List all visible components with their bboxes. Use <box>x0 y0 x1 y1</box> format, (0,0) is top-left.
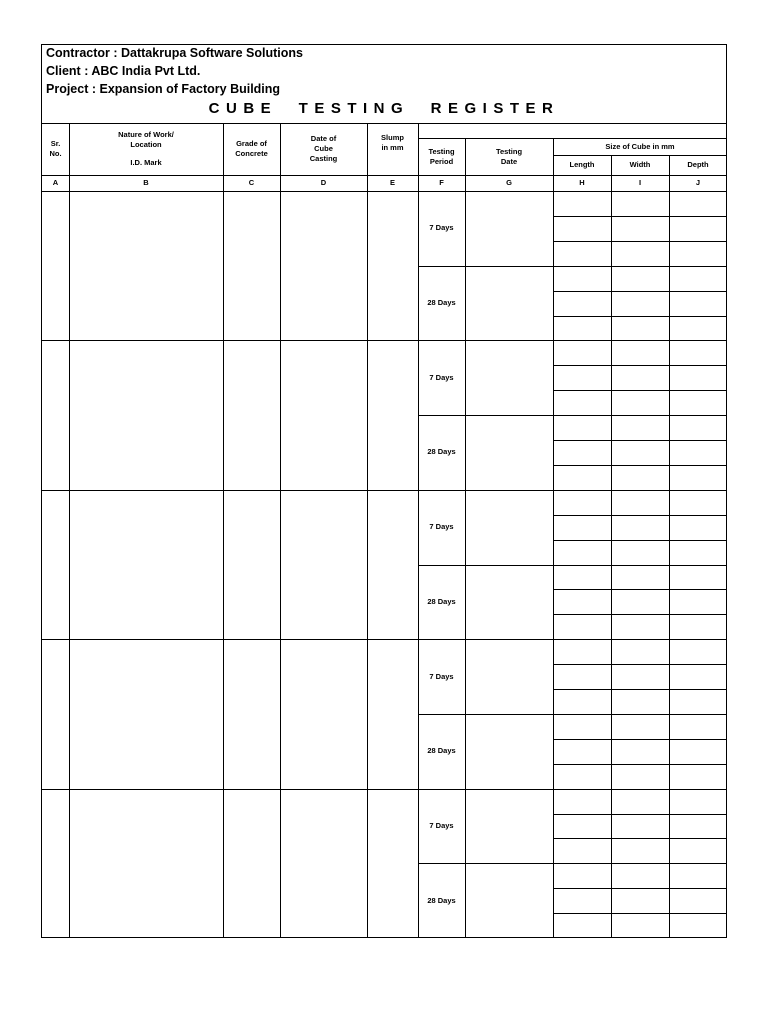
header-nature-of-work: Nature of Work/ Location I.D. Mark <box>118 130 174 167</box>
testing-period-label: 7 Days <box>429 223 454 233</box>
size-grid-line <box>553 540 727 541</box>
column-letter-j: J <box>695 178 701 187</box>
size-grid-line <box>553 814 727 815</box>
testing-period-label: 7 Days <box>429 671 454 681</box>
header-date-of-casting: Date of Cube Casting <box>309 134 338 163</box>
header-length: Length <box>569 160 595 169</box>
record-separator-line <box>42 490 727 491</box>
testing-period-label: 7 Days <box>429 372 454 382</box>
column-letter-b: B <box>143 178 149 187</box>
size-grid-line <box>553 216 727 217</box>
column-letter-d: D <box>320 178 327 187</box>
size-grid-line <box>553 913 727 914</box>
size-grid-line <box>553 739 727 740</box>
header-size-of-cube: Size of Cube in mm <box>605 141 675 151</box>
size-grid-line <box>553 764 727 765</box>
column-divider <box>280 123 281 938</box>
testing-period-label: 28 Days <box>427 746 456 756</box>
header-depth: Depth <box>687 160 709 169</box>
project-line: Project : Expansion of Factory Building <box>46 82 281 96</box>
column-letter-i: I <box>638 178 642 187</box>
testing-period-label: 28 Days <box>427 596 456 606</box>
header-testing-period: Testing Period <box>428 146 455 166</box>
size-grid-line <box>553 365 727 366</box>
column-divider <box>465 138 466 938</box>
column-divider <box>367 123 368 938</box>
testing-period-label: 7 Days <box>429 820 454 830</box>
header-grade-of-concrete: Grade of Concrete <box>235 139 268 158</box>
column-divider <box>669 155 670 938</box>
size-grid-line <box>553 589 727 590</box>
size-grid-line <box>553 291 727 292</box>
column-letter-c: C <box>248 178 255 187</box>
size-grid-line <box>553 614 727 615</box>
client-line: Client : ABC India Pvt Ltd. <box>46 64 201 78</box>
letter-row-bottom-line <box>42 191 727 192</box>
header-sr-no: Sr. No. <box>49 139 62 158</box>
header-width: Width <box>629 160 651 169</box>
header-slump: Slump in mm <box>381 133 404 152</box>
record-separator-line <box>42 639 727 640</box>
contractor-line: Contractor : Dattakrupa Software Solutions <box>46 46 303 60</box>
column-letter-g: G <box>506 178 512 187</box>
record-separator-line <box>42 340 727 341</box>
size-grid-line <box>553 316 727 317</box>
size-grid-line <box>553 689 727 690</box>
testing-period-label: 7 Days <box>429 522 454 532</box>
register-title: CUBE TESTING REGISTER <box>208 100 560 117</box>
column-letter-f: F <box>439 178 444 187</box>
testing-period-label: 28 Days <box>427 447 456 457</box>
header-testing-date: Testing Date <box>495 146 523 166</box>
size-grid-line <box>553 664 727 665</box>
size-grid-line <box>553 390 727 391</box>
size-grid-line <box>553 888 727 889</box>
column-divider <box>611 155 612 938</box>
column-divider <box>553 138 554 938</box>
size-grid-line <box>553 838 727 839</box>
size-grid-line <box>553 241 727 242</box>
size-grid-line <box>553 465 727 466</box>
cube-testing-register-sheet <box>41 44 727 938</box>
column-letter-a: A <box>52 178 59 187</box>
size-grid-line <box>553 440 727 441</box>
record-separator-line <box>42 789 727 790</box>
column-divider <box>223 123 224 938</box>
testing-period-label: 28 Days <box>427 895 456 905</box>
column-divider <box>69 123 70 938</box>
size-grid-line <box>553 515 727 516</box>
column-letter-e: E <box>389 178 395 187</box>
testing-period-label: 28 Days <box>427 298 456 308</box>
column-letter-h: H <box>579 178 585 187</box>
